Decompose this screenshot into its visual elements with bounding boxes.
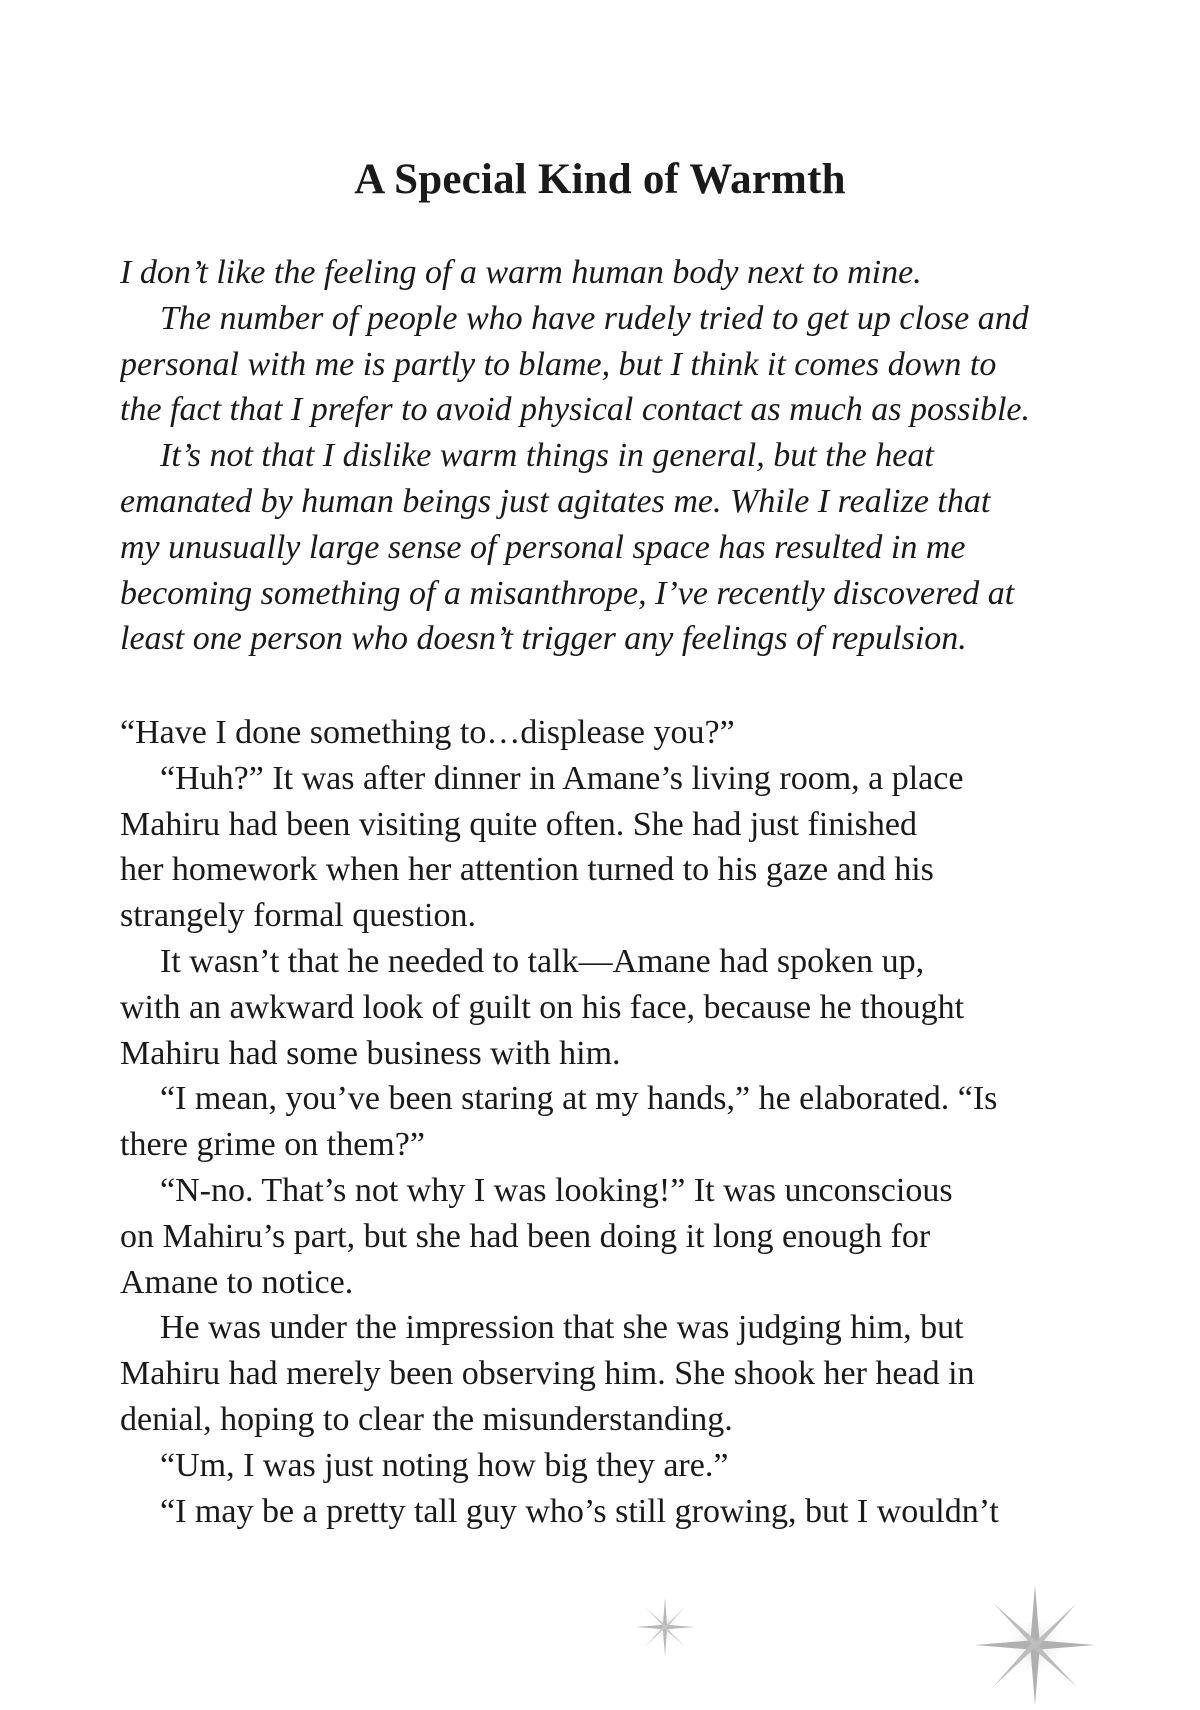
body-line: “Huh?” It was after dinner in Amane’s living room, a place — [160, 759, 964, 797]
intro-line: emanated by human beings just agitates me. While I realize that — [120, 482, 991, 520]
story-body — [120, 710, 1080, 1534]
intro-line: personal with me is partly to blame, but I think it comes down to — [120, 345, 997, 383]
body-line: on Mahiru’s part, but she had been doing it long enough for — [120, 1217, 931, 1255]
intro-line: becoming something of a misanthrope, I’ve recently discovered at — [120, 574, 1015, 612]
body-line: Mahiru had been visiting quite often. She had just finished — [120, 805, 917, 843]
intro-line: It’s not that I dislike warm things in general, but the heat — [160, 437, 934, 475]
sparkle-icon — [630, 1592, 700, 1662]
body-line: Mahiru had some business with him. — [120, 1034, 621, 1072]
body-line: with an awkward look of guilt on his face, because he thought — [120, 988, 965, 1026]
sparkle-icon — [970, 1580, 1100, 1710]
chapter-title: A Special Kind of Warmth — [354, 156, 846, 203]
intro-line: least one person who doesn’t trigger any feelings of repulsion. — [120, 620, 967, 658]
body-line: It wasn’t that he needed to talk—Amane had spoken up, — [160, 942, 925, 980]
body-line: “I may be a pretty tall guy who’s still growing, but I wouldn’t — [160, 1492, 999, 1530]
body-line: Mahiru had merely been observing him. She shook her head in — [120, 1355, 975, 1393]
body-line: “Um, I was just noting how big they are.” — [160, 1446, 729, 1484]
intro-line: I don’t like the feeling of a warm human body next to mine. — [120, 254, 922, 291]
body-line: He was under the impression that she was judging him, but — [160, 1309, 964, 1347]
body-line: Amane to notice. — [120, 1263, 354, 1301]
body-line: her homework when her attention turned to his gaze and his — [120, 851, 934, 889]
body-line: “Have I done something to…displease you?” — [120, 714, 735, 751]
body-line: there grime on them?” — [120, 1126, 425, 1164]
italic-intro — [120, 250, 1080, 662]
body-line: denial, hoping to clear the misunderstanding. — [120, 1400, 733, 1438]
intro-line: my unusually large sense of personal space has resulted in me — [120, 528, 966, 566]
body-line: “I mean, you’ve been staring at my hands,” he elaborated. “Is — [160, 1080, 998, 1118]
intro-line: The number of people who have rudely tried to get up close and — [160, 299, 1029, 337]
body-line: strangely formal question. — [120, 897, 476, 935]
intro-line: the fact that I prefer to avoid physical contact as much as possible. — [120, 391, 1030, 429]
body-line: “N-no. That’s not why I was looking!” It was unconscious — [160, 1171, 953, 1209]
